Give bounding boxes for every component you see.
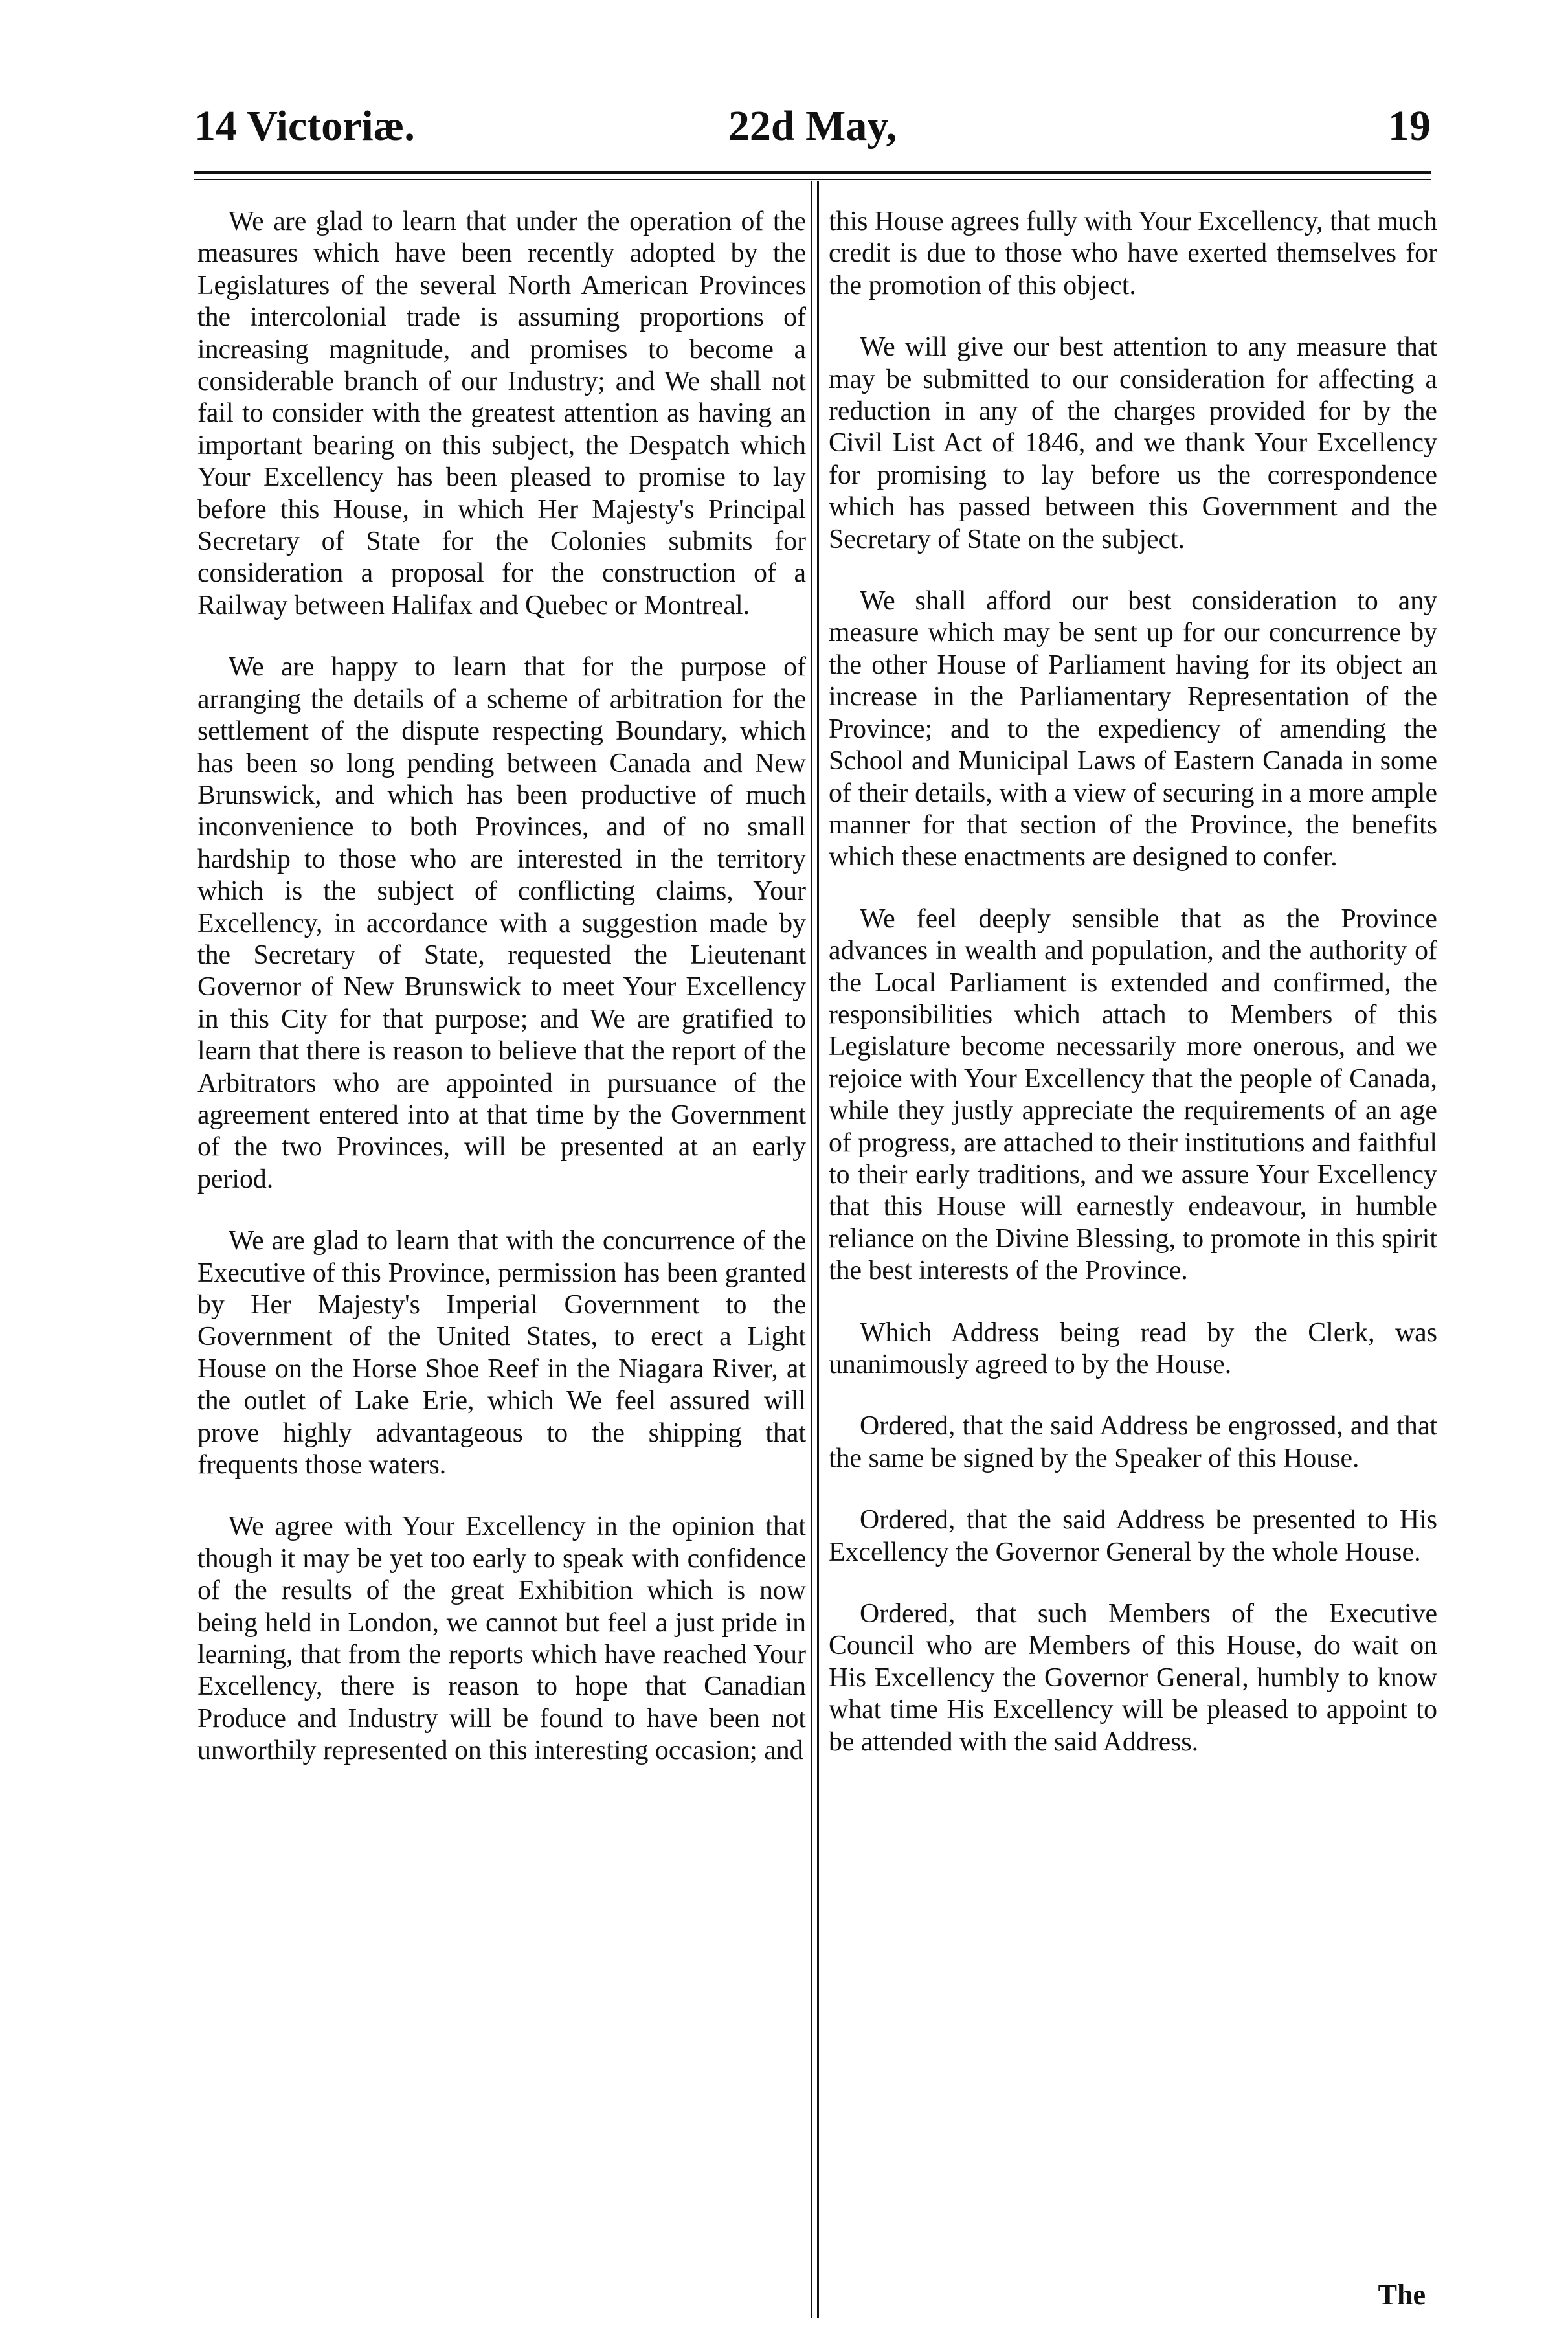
- paragraph-intercolonial-trade: We are glad to learn that under the operation of the measures which have been recently adopted by the Legislatures of the several North American Provinces the intercolonial trade is assuming proportions of increasing magnitude, and promises to become a considerable branch of our Industry; and We shall not fail to consider with the greatest attention as having an important bearing on this subject, the Despatch which Your Excellency has been pleased to promise to lay before this House, in which Her Majesty's Principal Secretary of State for the Colonies submits for consideration a proposal for the construction of a Railway between Halifax and Quebec or Montreal.: [197, 207, 806, 620]
- page-number: 19: [1388, 102, 1431, 150]
- paragraph-great-exhibition: We agree with Your Excellency in the opinion that though it may be yet too early to speak with confidence of the results of the great Exhibition which is now being held in London, we cannot but feel a just pride in learning, that from the reports which have reached Your Excellency, there is reason to hope that Canadian Produce and Industry will be found to have been not unworthily represented on this interesting occasion; and: [197, 1511, 806, 1766]
- paragraph-civil-list: We will give our best attention to any measure that may be submitted to our consideration for affecting a reduction in any of the charges provided for by the Civil List Act of 1846, and we thank Your Excellency for promising to lay before us the correspondence which has passed between this Government and the Secretary of State on the subject.: [829, 332, 1437, 554]
- catchword: The: [1378, 2279, 1426, 2311]
- left-column: [197, 206, 806, 1767]
- header-regnal-year: 14 Victoriæ.: [194, 102, 415, 150]
- paragraph-address-agreed: Which Address being read by the Clerk, was unanimously agreed to by the House.: [829, 1317, 1437, 1379]
- paragraph-representation: We shall afford our best consideration to any measure which may be sent up for our concurrence by the other House of Parliament having for its object an increase in the Parliamentary Representation of the Province; and to the expediency of amending the School and Municipal Laws of Eastern Canada in some of their details, with a view of securing in a more ample manner for that section of the Province, the benefits which these enactments are designed to confer.: [829, 586, 1437, 872]
- header-date: 22d May,: [728, 102, 897, 150]
- paragraph-boundary-arbitration: We are happy to learn that for the purpose of arranging the details of a scheme of arbitration for the settlement of the dispute respecting Boundary, which has been so long pending between Canada and New Brunswick, and which has been productive of much inconvenience to both Provinces, and of no small hardship to those who are interested in the territory which is the subject of conflicting claims, Your Excellency, in accordance with a suggestion made by the Secretary of State, requested the Lieutenant Governor of New Brunswick to meet Your Excellency in this City for that purpose; and We are gratified to learn that there is reason to believe that the report of the Arbitrators who are appointed in pursuance of the agreement entered into at that time by the Government of the two Provinces, will be presented at an early period.: [197, 652, 806, 1194]
- header-rule-thick: [194, 171, 1431, 174]
- paragraph-exhibition-continued: this House agrees fully with Your Excellency, that much credit is due to those who have exerted themselves for the promotion of this object.: [829, 207, 1437, 300]
- paragraph-ordered-engrossed: Ordered, that the said Address be engrossed, and that the same be signed by the Speaker of this House.: [829, 1411, 1437, 1473]
- page-header: [194, 97, 1431, 155]
- right-column: [829, 206, 1437, 1758]
- paragraph-responsibilities: We feel deeply sensible that as the Province advances in wealth and population, and the authority of the Local Parliament is extended and confirmed, the responsibilities which attach to Members of this Legislature become necessarily more onerous, and we rejoice with Your Excellency that the people of Canada, while they justly appreciate the requirements of an age of progress, are attached to their institutions and faithful to their early traditions, and we assure Your Excellency that this House will earnestly endeavour, in humble reliance on the Divine Blessing, to promote in this spirit the best interests of the Province.: [829, 903, 1437, 1286]
- header-rule-thin: [194, 179, 1431, 180]
- paragraph-light-house: We are glad to learn that with the concurrence of the Executive of this Province, permission has been granted by Her Majesty's Imperial Government to the Government of the United States, to erect a Light House on the Horse Shoe Reef in the Niagara River, at the outlet of Lake Erie, which We feel assured will prove highly advantageous to the shipping that frequents those waters.: [197, 1226, 806, 1480]
- paragraph-ordered-presented: Ordered, that the said Address be presented to His Excellency the Governor General by the whole House.: [829, 1505, 1437, 1567]
- column-divider-right: [817, 181, 819, 2318]
- paragraph-ordered-wait: Ordered, that such Members of the Executive Council who are Members of this House, do wait on His Excellency the Governor General, humbly to know what time His Excellency will be pleased to appoint to be attended with the said Address.: [829, 1599, 1437, 1757]
- column-divider-left: [811, 181, 812, 2318]
